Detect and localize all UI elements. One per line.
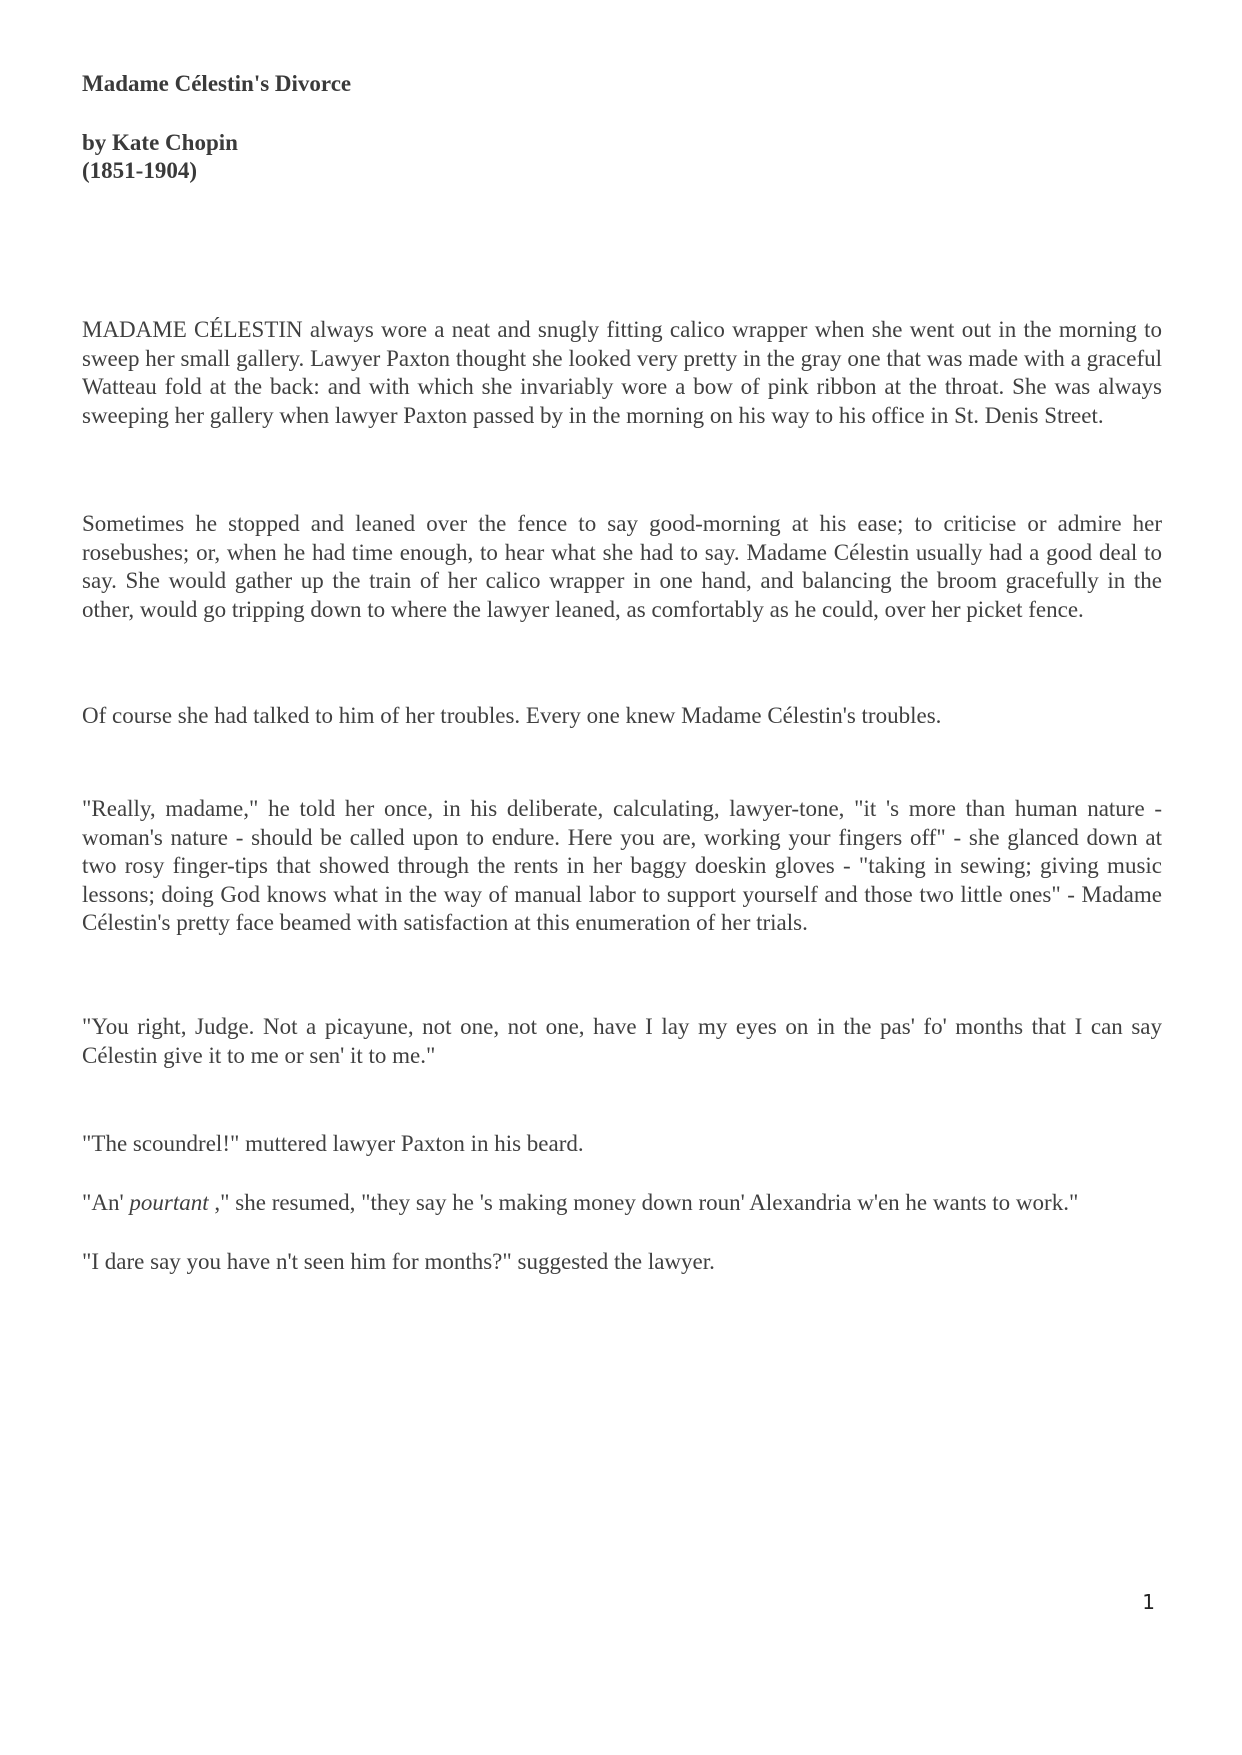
pourtant-italic: pourtant [129, 1190, 209, 1215]
author-line: by Kate Chopin [82, 130, 238, 155]
author-dates: (1851-1904) [82, 158, 197, 183]
paragraph-8: "I dare say you have n't seen him for months?" suggested the lawyer. [82, 1249, 715, 1274]
paragraph-7-start: "An' [82, 1190, 130, 1215]
paragraph-7 [82, 1189, 1162, 1218]
paragraph-5: "You right, Judge. Not a picayune, not one, not one, have I lay my eyes on in the pas' fo' months that I can say Célestin give it to me or sen' it to me." [82, 1014, 1162, 1068]
paragraph-7-end: ," she resumed, "they say he 's making money down roun' Alexandria w'en he wants to work." [208, 1190, 1079, 1215]
story-title: Madame Célestin's Divorce [82, 71, 352, 96]
paragraph-6: "The scoundrel!" muttered lawyer Paxton in his beard. [82, 1131, 584, 1156]
paragraph-1: MADAME CÉLESTIN always wore a neat and snugly fitting calico wrapper when she went out in the morning to sweep her small gallery. Lawyer Paxton thought she looked very pretty in the gray one that was made with a graceful Watteau fold at the back: and with which she invariably wore a bow of pink ribbon at the throat. She was always sweeping her gallery when lawyer Paxton passed by in the morning on his way to his office in St. Denis Street. [82, 317, 1162, 428]
page-number: 1 [1142, 1590, 1155, 1614]
paragraph-4: "Really, madame," he told her once, in his deliberate, calculating, lawyer-tone, "it 's more than human nature - woman's nature - should be called upon to endure. Here you are, working your fingers off" - she glanced down at two rosy finger-tips that showed through the rents in her baggy doeskin gloves - "taking in sewing; giving music lessons; doing God knows what in the way of manual labor to support yourself and those two little ones" - Madame Célestin's pretty face beamed with satisfaction at this enumeration of her trials. [82, 796, 1162, 936]
paragraph-3: Of course she had talked to him of her troubles. Every one knew Madame Célestin's troubles. [82, 703, 942, 728]
paragraph-2: Sometimes he stopped and leaned over the fence to say good-morning at his ease; to criticise or admire her rosebushes; or, when he had time enough, to hear what she had to say. Madame Célestin usually had a good deal to say. She would gather up the train of her calico wrapper in one hand, and balancing the broom gracefully in the other, would go tripping down to where the lawyer leaned, as comfortably as he could, over her picket fence. [82, 511, 1162, 622]
